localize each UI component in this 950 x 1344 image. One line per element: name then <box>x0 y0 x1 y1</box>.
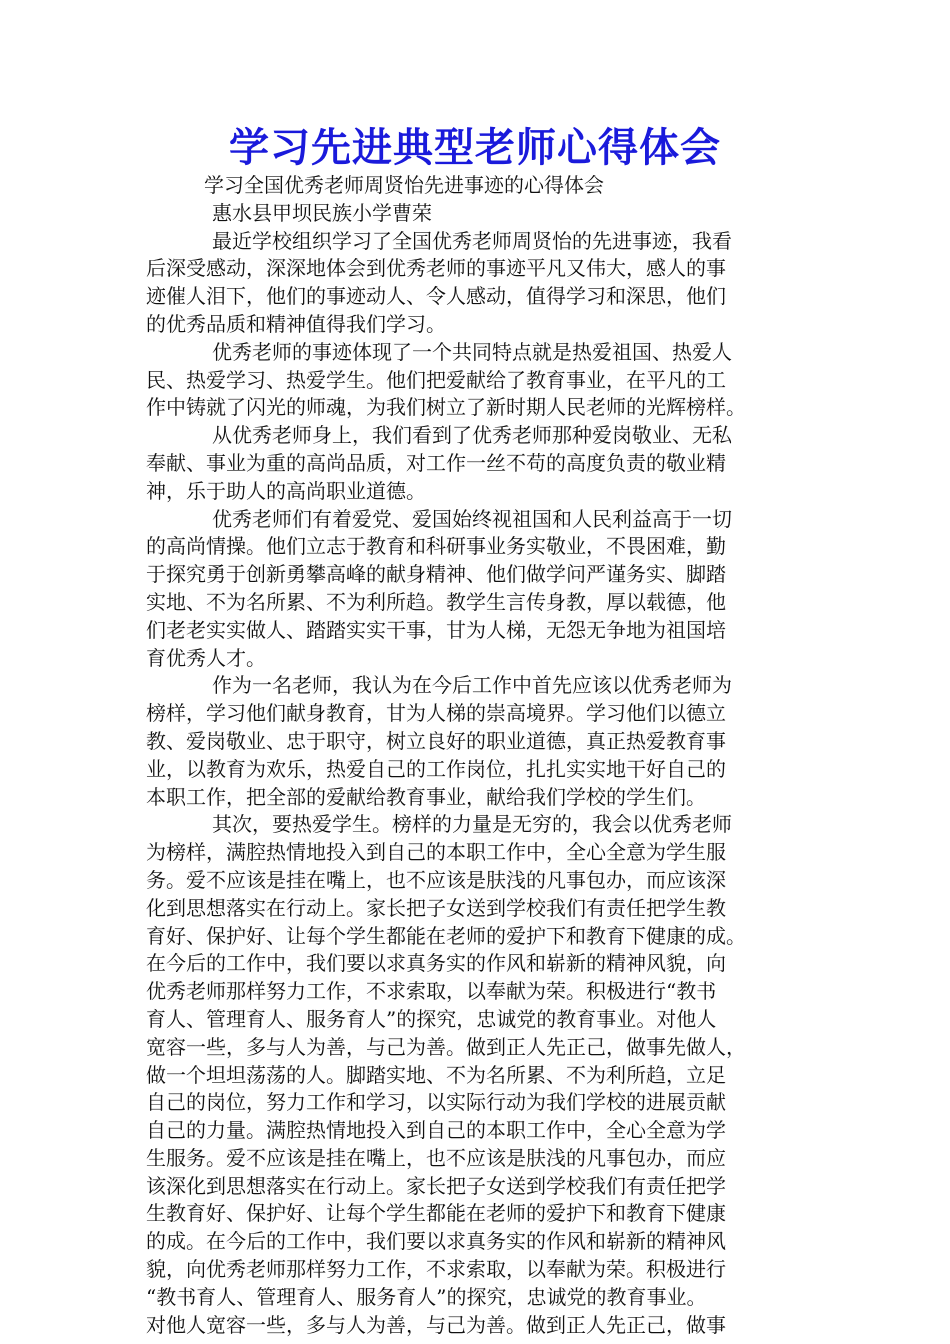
text-line: 的成。在今后的工作中，我们要以求真务实的作风和崭新的精神风 <box>146 1229 726 1254</box>
text-line: 对他人宽容一些，多与人为善，与己为善。做到正人先正己，做事 <box>146 1312 726 1337</box>
text-line: 化到思想落实在行动上。家长把子女送到学校我们有责任把学生教 <box>146 895 726 920</box>
text-line: 作为一名老师，我认为在今后工作中首先应该以优秀老师为 <box>212 673 732 698</box>
text-line: 其次，要热爱学生。榜样的力量是无穷的，我会以优秀老师 <box>212 812 732 837</box>
text-line: 的高尚情操。他们立志于教育和科研事业务实敬业，不畏困难，勤 <box>146 534 726 559</box>
text-line: 该深化到思想落实在行动上。家长把子女送到学校我们有责任把学 <box>146 1173 726 1198</box>
text-line: 作中铸就了闪光的师魂，为我们树立了新时期人民老师的光辉榜样。 <box>146 395 746 420</box>
text-line: 业，以教育为欢乐，热爱自己的工作岗位，扎扎实实地干好自己的 <box>146 756 726 781</box>
text-line: 后深受感动，深深地体会到优秀老师的事迹平凡又伟大，感人的事 <box>146 256 726 281</box>
text-line: 榜样，学习他们献身教育，甘为人梯的崇高境界。学习他们以德立 <box>146 701 726 726</box>
text-line: 们老老实实做人、踏踏实实干事，甘为人梯，无怨无争地为祖国培 <box>146 617 726 642</box>
text-line: 貌，向优秀老师那样努力工作，不求索取，以奉献为荣。积极进行 <box>146 1257 726 1282</box>
text-line: 的优秀品质和精神值得我们学习。 <box>146 311 446 336</box>
text-line: 实地、不为名所累、不为利所趋。教学生言传身教，厚以载德，他 <box>146 589 726 614</box>
text-line: 育优秀人才。 <box>146 645 266 670</box>
text-line: 生服务。爱不应该是挂在嘴上，也不应该是肤浅的凡事包办，而应 <box>146 1145 726 1170</box>
text-line: 最近学校组织学习了全国优秀老师周贤怡的先进事迹，我看 <box>212 228 732 253</box>
text-line: 本职工作，把全部的爱献给教育事业，献给我们学校的学生们。 <box>146 784 706 809</box>
document-author: 惠水县甲坝民族小学曹荣 <box>212 200 432 225</box>
text-line: 为榜样，满腔热情地投入到自己的本职工作中，全心全意为学生服 <box>146 840 726 865</box>
text-line: 自己的岗位，努力工作和学习，以实际行动为我们学校的进展贡献 <box>146 1090 726 1115</box>
text-line: 优秀老师们有着爱党、爱国始终视祖国和人民利益高于一切 <box>212 506 732 531</box>
text-line: 教、爱岗敬业、忠于职守，树立良好的职业道德，真正热爱教育事 <box>146 728 726 753</box>
document-subtitle: 学习全国优秀老师周贤怡先进事迹的心得体会 <box>204 173 604 197</box>
text-line: 神，乐于助人的高尚职业道德。 <box>146 478 426 503</box>
text-line: 在今后的工作中，我们要以求真务实的作风和崭新的精神风貌，向 <box>146 951 726 976</box>
page-title: 学习先进典型老师心得体会 <box>229 124 721 171</box>
text-line: 宽容一些，多与人为善，与己为善。做到正人先正己，做事先做人， <box>146 1034 746 1059</box>
text-line: 迹催人泪下，他们的事迹动人、令人感动，值得学习和深思，他们 <box>146 284 726 309</box>
text-line: 从优秀老师身上，我们看到了优秀老师那种爱岗敬业、无私 <box>212 423 732 448</box>
text-line: 务。爱不应该是挂在嘴上，也不应该是肤浅的凡事包办，而应该深 <box>146 867 726 892</box>
text-line: 做一个坦坦荡荡的人。脚踏实地、不为名所累、不为利所趋，立足 <box>146 1062 726 1087</box>
text-line: 民、热爱学习、热爱学生。他们把爱献给了教育事业，在平凡的工 <box>146 367 726 392</box>
text-line: 奉献、事业为重的高尚品质，对工作一丝不苟的高度负责的敬业精 <box>146 450 726 475</box>
text-line: 育好、保护好、让每个学生都能在老师的爱护下和教育下健康的成。 <box>146 923 746 948</box>
text-line: 优秀老师那样努力工作，不求索取，以奉献为荣。积极进行“教书 <box>146 979 717 1004</box>
text-line: “教书育人、管理育人、服务育人”的探究，忠诚党的教育事业。 <box>146 1284 707 1309</box>
text-line: 于探究勇于创新勇攀高峰的献身精神、他们做学问严谨务实、脚踏 <box>146 562 726 587</box>
text-line: 自己的力量。满腔热情地投入到自己的本职工作中，全心全意为学 <box>146 1118 726 1143</box>
document-body <box>146 172 806 1339</box>
text-line: 育人、管理育人、服务育人”的探究，忠诚党的教育事业。对他人 <box>146 1006 717 1031</box>
text-line: 优秀老师的事迹体现了一个共同特点就是热爱祖国、热爱人 <box>212 339 732 364</box>
text-line: 生教育好、保护好、让每个学生都能在老师的爱护下和教育下健康 <box>146 1201 726 1226</box>
